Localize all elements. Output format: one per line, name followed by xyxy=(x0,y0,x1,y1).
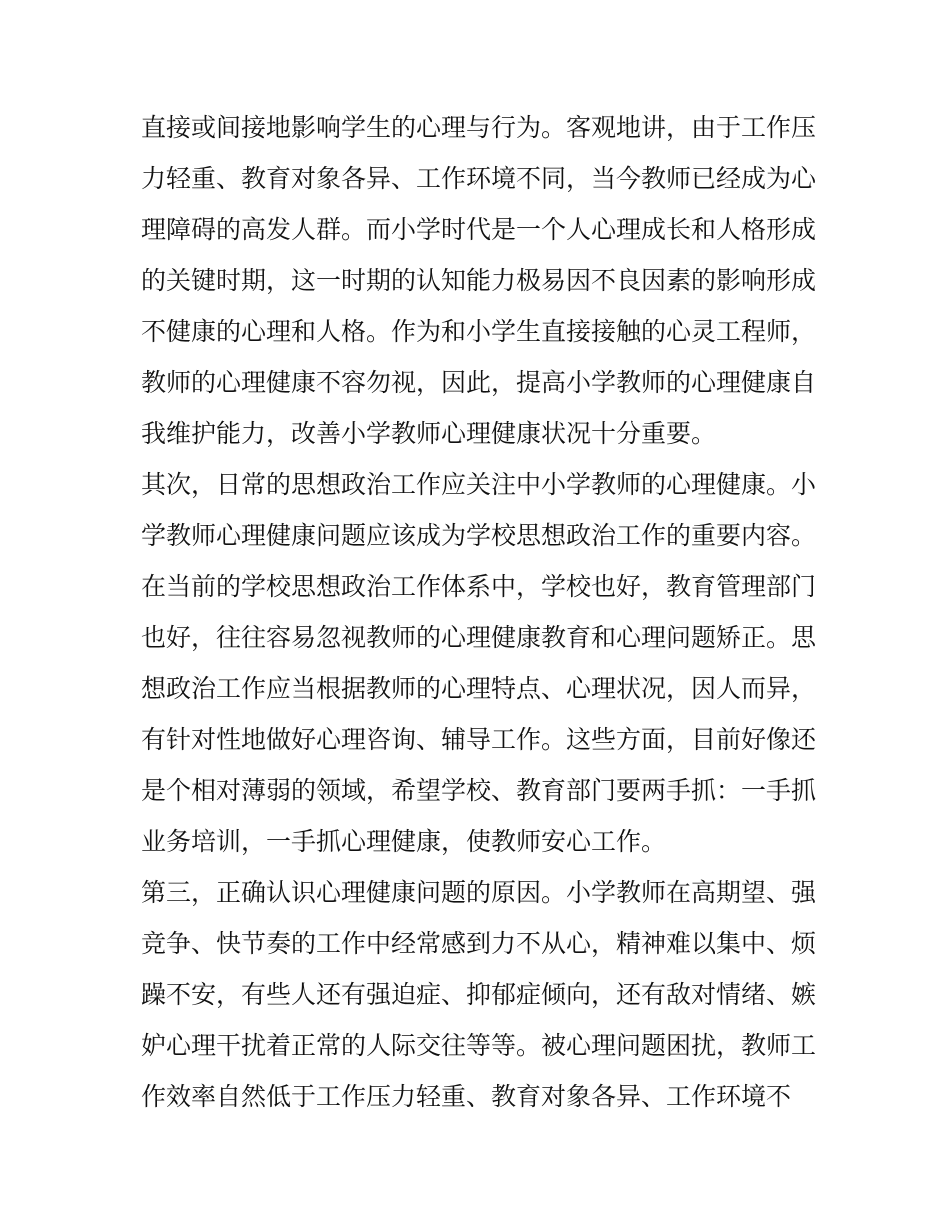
text-line: 妒心理干扰着正常的人际交往等等。被心理问题困扰，教师工 xyxy=(141,1031,817,1060)
text-line: 有针对性地做好心理咨询、辅导工作。这些方面，目前好像还 xyxy=(141,725,817,754)
text-line: 躁不安，有些人还有强迫症、抑郁症倾向，还有敌对情绪、嫉 xyxy=(141,980,817,1009)
text-line: 教师的心理健康不容勿视，因此，提高小学教师的心理健康自 xyxy=(141,368,817,397)
text-line: 是个相对薄弱的领域，希望学校、教育部门要两手抓：一手抓 xyxy=(141,776,817,805)
text-line: 直接或间接地影响学生的心理与行为。客观地讲，由于工作压 xyxy=(141,113,817,142)
text-line: 业务培训，一手抓心理健康，使教师安心工作。 xyxy=(141,827,667,856)
text-line: 其次，日常的思想政治工作应关注中小学教师的心理健康。小 xyxy=(141,470,817,499)
text-line: 不健康的心理和人格。作为和小学生直接接触的心灵工程师， xyxy=(141,317,817,346)
text-line: 的关键时期，这一时期的认知能力极易因不良因素的影响形成 xyxy=(141,266,817,295)
text-line: 我维护能力，改善小学教师心理健康状况十分重要。 xyxy=(141,419,717,448)
text-line: 第三，正确认识心理健康问题的原因。小学教师在高期望、强 xyxy=(141,878,817,907)
text-line: 作效率自然低于工作压力轻重、教育对象各异、工作环境不 xyxy=(141,1082,792,1111)
text-line: 竞争、快节奏的工作中经常感到力不从心，精神难以集中、烦 xyxy=(141,929,817,958)
text-line: 在当前的学校思想政治工作体系中，学校也好，教育管理部门 xyxy=(141,572,817,601)
text-line: 想政治工作应当根据教师的心理特点、心理状况，因人而异， xyxy=(141,674,817,703)
text-line: 力轻重、教育对象各异、工作环境不同，当今教师已经成为心 xyxy=(141,164,817,193)
text-line: 学教师心理健康问题应该成为学校思想政治工作的重要内容。 xyxy=(141,521,817,550)
text-line: 也好，往往容易忽视教师的心理健康教育和心理问题矫正。思 xyxy=(141,623,817,652)
text-line: 理障碍的高发人群。而小学时代是一个人心理成长和人格形成 xyxy=(141,215,817,244)
body-text xyxy=(141,102,821,1122)
